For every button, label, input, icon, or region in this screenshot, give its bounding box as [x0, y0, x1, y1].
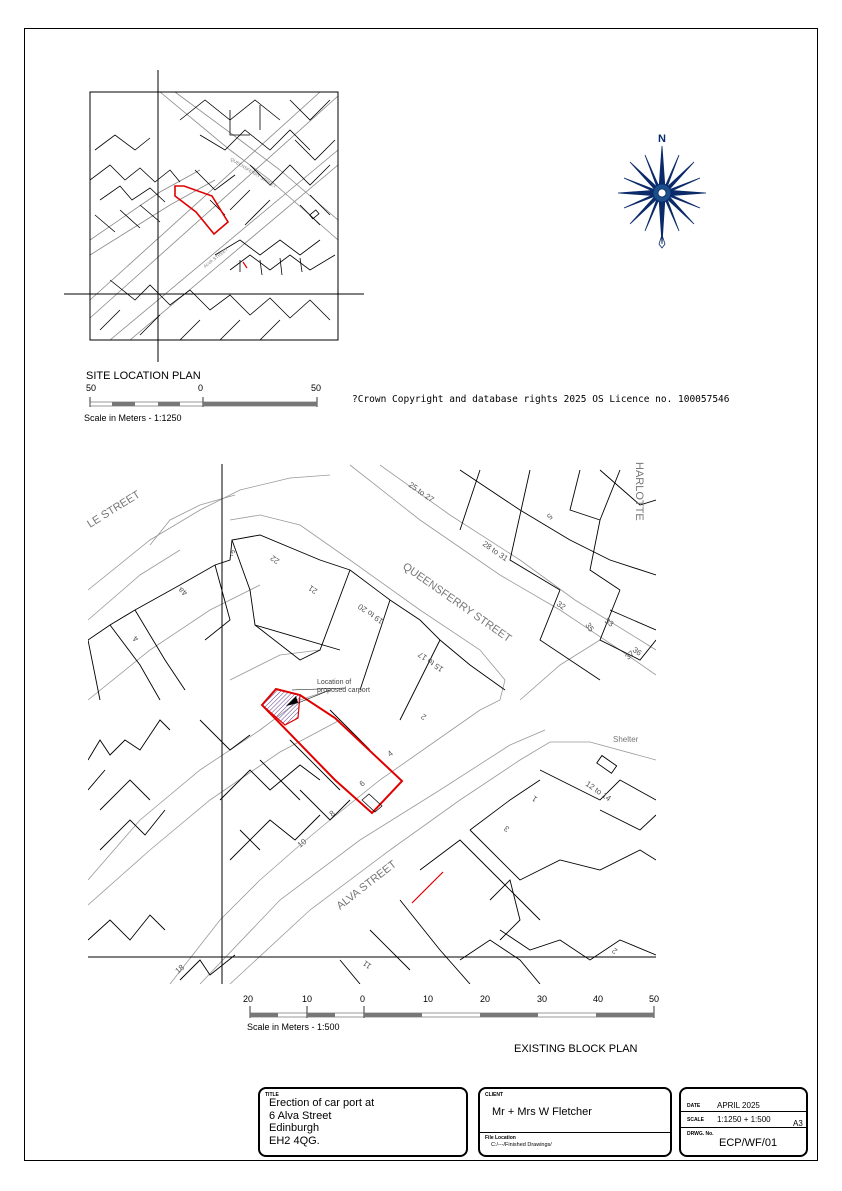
plot-number: 21	[306, 583, 320, 596]
plot-number: 33	[602, 616, 616, 629]
date-value: APRIL 2025	[717, 1101, 760, 1110]
block-scale-tick-5: 30	[537, 994, 548, 1004]
plot-number: 4a	[176, 585, 190, 598]
block-scale-tick-0: 20	[243, 994, 254, 1004]
site-location-map	[60, 66, 370, 366]
file-location-value: C:/---/Finished Drawings/	[491, 1142, 552, 1148]
plot-number: 6	[357, 778, 367, 789]
site-scale-tick-1: 0	[198, 383, 204, 393]
project-title-line: Edinburgh	[269, 1122, 320, 1134]
project-title-line: 6 Alva Street	[269, 1109, 332, 1122]
sheet-size: A3	[793, 1119, 803, 1128]
title-box	[258, 1087, 468, 1157]
site-scale-tick-0: 50	[86, 383, 97, 393]
block-scale-tick-6: 40	[593, 994, 604, 1004]
plot-number: 10	[295, 837, 309, 850]
copyright-notice: ?Crown Copyright and database rights 2025 OS Licence no. 100057546	[352, 394, 730, 405]
project-title	[269, 1097, 374, 1147]
drawing-number-label: DRWG. No.	[687, 1131, 714, 1137]
info-divider-1	[681, 1111, 806, 1112]
block-street-label-charlotte: HARLOTTE	[633, 462, 645, 521]
plot-number: 36	[630, 645, 644, 658]
project-title-line: EH2 4QG.	[269, 1134, 320, 1147]
plot-number: 18	[173, 962, 187, 976]
plot-number: 3	[502, 823, 512, 834]
carport-annotation-line1: Location of	[317, 679, 352, 686]
scale-value: 1:1250 + 1:500	[717, 1115, 771, 1124]
plot-number: 2	[419, 711, 429, 722]
plot-number: 32	[554, 599, 568, 612]
block-street-label-queensferry: QUEENSFERRY STREET	[400, 560, 514, 645]
plot-number: 28 to 31	[480, 539, 510, 564]
plot-number: 8	[327, 808, 337, 819]
block-scale-tick-4: 20	[480, 994, 491, 1004]
plot-number: 3	[228, 547, 238, 558]
site-scale-tick-2: 50	[311, 383, 322, 393]
client-label: CLIENT	[485, 1092, 504, 1098]
file-location-label: File Location	[485, 1135, 516, 1141]
plot-number: 5	[545, 511, 555, 522]
plot-number: 37	[623, 648, 637, 662]
plot-number: 2	[610, 945, 620, 956]
scale-label: SCALE	[687, 1117, 704, 1123]
plot-number: 12 to 14	[583, 779, 613, 804]
block-street-label-alva: ALVA STREET	[334, 858, 399, 913]
block-scale-tick-7: 50	[649, 994, 660, 1004]
plot-number: 15 to 17	[416, 649, 446, 674]
block-scale-caption: Scale in Meters - 1:500	[247, 1022, 340, 1032]
plot-number: 25 to 27	[406, 480, 436, 505]
block-street-label-le: LE STREET	[85, 488, 143, 531]
plot-number: 11	[361, 958, 374, 971]
site-scale-caption: Scale in Meters - 1:1250	[84, 413, 182, 423]
north-letter: N	[658, 133, 666, 145]
project-title-line: Erection of car port at	[269, 1097, 375, 1109]
client-name: Mr + Mrs W Fletcher	[492, 1106, 592, 1118]
plot-number: 1	[530, 793, 540, 804]
date-label: DATE	[687, 1103, 701, 1109]
client-box	[478, 1087, 672, 1157]
drawing-number: ECP/WF/01	[719, 1137, 778, 1149]
site-street-label-alva: ALVA STREET	[202, 246, 229, 269]
block-scale-tick-3: 10	[423, 994, 434, 1004]
drawing-info-box	[679, 1087, 808, 1157]
site-scale-graphic	[88, 393, 320, 409]
site-plan-title: SITE LOCATION PLAN	[86, 370, 201, 382]
plot-number: 22	[268, 553, 282, 566]
carport-annotation-line2: proposed carport	[317, 687, 370, 694]
plot-number: 4	[131, 633, 141, 644]
client-divider	[480, 1132, 670, 1133]
block-plan-map	[84, 460, 660, 990]
title-label: TITLE	[265, 1092, 279, 1098]
block-scale-graphic	[248, 1004, 658, 1020]
block-scale-tick-2: 0	[360, 994, 366, 1004]
shelter-label: Shelter	[613, 735, 639, 744]
block-scale-tick-1: 10	[302, 994, 313, 1004]
block-plan-title: EXISTING BLOCK PLAN	[514, 1043, 638, 1055]
compass-rose-icon	[614, 128, 710, 252]
info-divider-2	[681, 1127, 806, 1128]
plot-number: 4	[385, 748, 395, 759]
plot-number: 35	[583, 620, 596, 634]
plot-number: 19 to 20	[356, 601, 386, 626]
site-street-label-queensferry: QUEENSFERRY STREET	[229, 156, 278, 189]
